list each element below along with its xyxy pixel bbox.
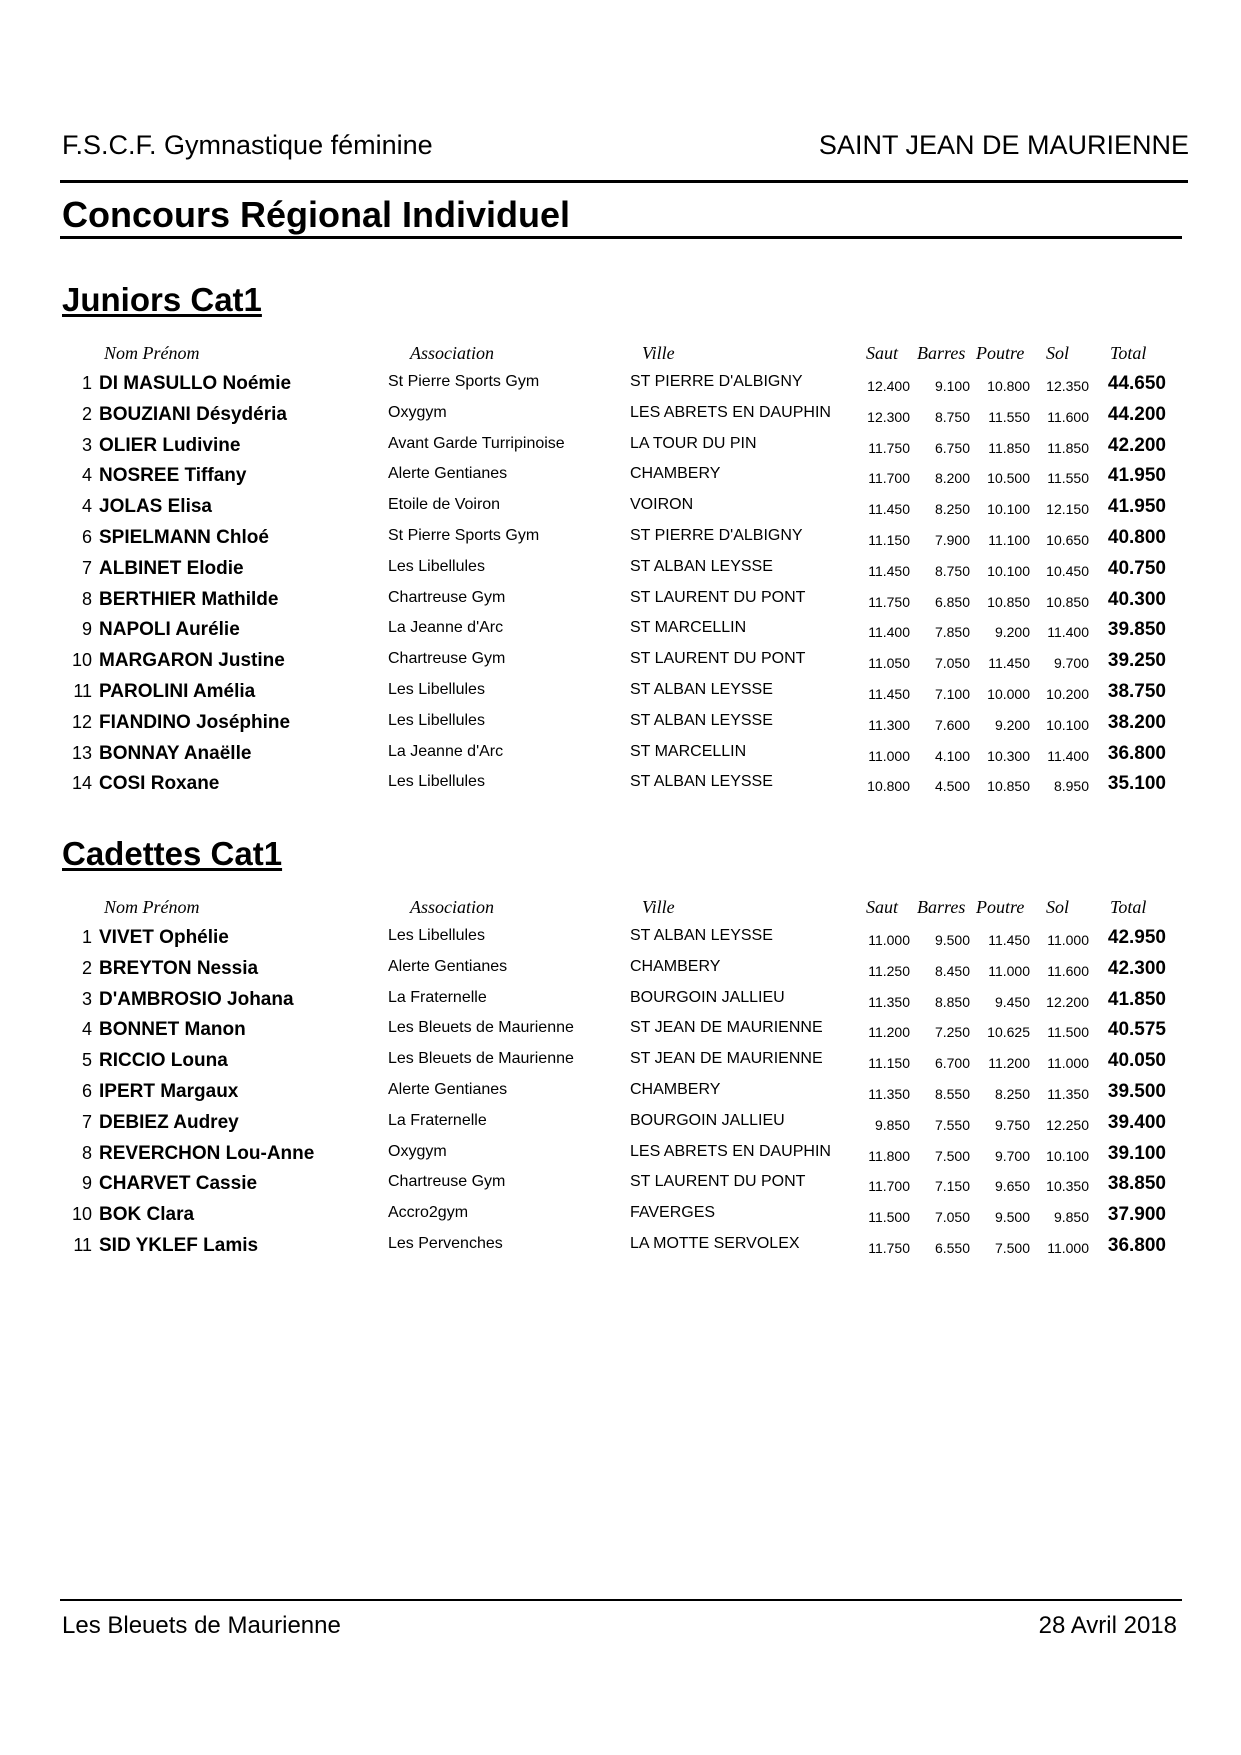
cell-association: La Jeanne d'Arc [388, 619, 504, 637]
cell-association: St Pierre Sports Gym [388, 527, 540, 544]
cell-association: Etoile de Voiron [388, 496, 501, 514]
cell-poutre: 10.100 [987, 562, 1030, 579]
cell-rank: 10 [71, 650, 92, 671]
cell-barres: 8.550 [934, 1086, 970, 1102]
cell-poutre: 10.500 [987, 470, 1030, 487]
cell-name: COSI Roxane [99, 773, 220, 795]
header-divider [60, 180, 1188, 183]
cell-association: Chartreuse Gym [388, 588, 506, 606]
cell-name: SPIELMANN Chloé [99, 527, 269, 548]
table-row [0, 1081, 1241, 1112]
results-section [0, 835, 1241, 1292]
cell-saut: 11.700 [868, 1178, 910, 1195]
cell-barres: 8.750 [934, 408, 970, 425]
column-header-association: Association [410, 343, 494, 363]
cell-ville: BOURGOIN JALLIEU [630, 1111, 785, 1129]
cell-barres: 7.550 [934, 1116, 970, 1133]
cell-poutre: 11.000 [988, 962, 1030, 979]
cell-rank: 10 [71, 1204, 92, 1225]
cell-poutre: 10.850 [987, 593, 1030, 610]
cell-ville: ST ALBAN LEYSSE [630, 773, 773, 791]
cell-sol: 10.200 [1046, 686, 1089, 702]
cell-total: 40.750 [1107, 557, 1166, 579]
cell-barres: 6.550 [934, 1240, 970, 1256]
cell-ville: ST LAURENT DU PONT [630, 588, 806, 606]
column-header-ville: Ville [642, 897, 675, 917]
cell-ville: CHAMBERY [630, 957, 721, 975]
cell-sol: 10.450 [1046, 562, 1089, 579]
column-header-poutre: Poutre [976, 343, 1025, 363]
cell-rank: 4 [81, 1019, 92, 1040]
cell-sol: 12.350 [1046, 378, 1089, 394]
cell-saut: 11.250 [868, 962, 910, 979]
footer-divider [60, 1599, 1182, 1601]
cell-name: PAROLINI Amélia [99, 681, 256, 702]
column-header-association: Association [410, 897, 494, 917]
cell-saut: 10.800 [867, 778, 910, 795]
table-row [0, 1112, 1241, 1143]
table-row [0, 1235, 1241, 1266]
cell-saut: 11.400 [868, 624, 910, 641]
cell-barres: 7.600 [934, 716, 970, 733]
cell-saut: 11.300 [868, 716, 910, 733]
column-header-saut: Saut [866, 343, 899, 363]
cell-name: FIANDINO Joséphine [99, 711, 291, 733]
table-row [0, 558, 1241, 589]
cell-barres: 7.250 [934, 1024, 970, 1041]
cell-name: NAPOLI Aurélie [99, 619, 240, 641]
cell-total: 42.950 [1107, 927, 1166, 948]
cell-ville: ST JEAN DE MAURIENNE [630, 1050, 823, 1068]
cell-association: Les Bleuets de Maurienne [388, 1019, 574, 1037]
column-header-poutre: Poutre [976, 897, 1025, 917]
cell-poutre: 7.500 [994, 1240, 1030, 1256]
cell-name: RICCIO Louna [99, 1050, 228, 1072]
cell-ville: ST PIERRE D'ALBIGNY [630, 527, 803, 544]
cell-sol: 11.600 [1047, 962, 1089, 979]
cell-name: DEBIEZ Audrey [99, 1111, 239, 1133]
cell-ville: LA TOUR DU PIN [630, 434, 757, 452]
cell-rank: 6 [81, 527, 92, 547]
cell-total: 40.300 [1107, 588, 1166, 610]
cell-poutre: 11.450 [988, 932, 1030, 948]
cell-rank: 8 [81, 588, 92, 609]
cell-rank: 1 [81, 927, 92, 947]
cell-association: Les Libellules [388, 711, 485, 729]
table-row [0, 1204, 1241, 1235]
table-row [0, 373, 1241, 404]
cell-poutre: 11.450 [988, 655, 1030, 672]
table-row [0, 773, 1241, 804]
cell-rank: 1 [81, 373, 92, 393]
table-row [0, 496, 1241, 527]
cell-total: 38.200 [1107, 711, 1166, 733]
cell-name: REVERCHON Lou-Anne [99, 1142, 315, 1164]
cell-rank: 7 [81, 557, 92, 578]
cell-sol: 10.850 [1046, 593, 1089, 610]
table-row [0, 1173, 1241, 1204]
table-row [0, 589, 1241, 620]
cell-rank: 11 [73, 1235, 92, 1255]
cell-sol: 11.350 [1047, 1086, 1089, 1102]
cell-saut: 11.000 [868, 932, 910, 948]
cell-saut: 9.850 [874, 1116, 910, 1133]
column-header-sol: Sol [1046, 343, 1070, 363]
table-row [0, 681, 1241, 712]
cell-poutre: 10.000 [987, 686, 1030, 702]
cell-rank: 2 [81, 957, 92, 978]
cell-association: Les Libellules [388, 557, 485, 575]
cell-name: D'AMBROSIO Johana [99, 988, 294, 1010]
table-row [0, 1050, 1241, 1081]
cell-poutre: 9.700 [994, 1147, 1030, 1164]
cell-poutre: 11.550 [988, 408, 1030, 425]
cell-poutre: 9.500 [994, 1209, 1030, 1226]
cell-rank: 9 [81, 1173, 92, 1194]
cell-sol: 11.400 [1047, 747, 1089, 764]
cell-association: Chartreuse Gym [388, 650, 506, 668]
cell-barres: 8.750 [934, 562, 970, 579]
cell-rank: 4 [81, 496, 92, 517]
cell-name: JOLAS Elisa [99, 496, 212, 518]
cell-rank: 13 [71, 742, 92, 763]
section-title: Juniors Cat1 [62, 281, 262, 318]
cell-poutre: 10.800 [987, 378, 1030, 394]
cell-poutre: 10.625 [987, 1024, 1030, 1041]
cell-rank: 7 [81, 1111, 92, 1132]
table-row [0, 1019, 1241, 1050]
cell-ville: LES ABRETS EN DAUPHIN [630, 403, 831, 421]
cell-saut: 11.450 [868, 501, 910, 518]
cell-ville: ST ALBAN LEYSSE [630, 681, 773, 698]
cell-association: St Pierre Sports Gym [388, 373, 540, 390]
cell-sol: 10.100 [1046, 716, 1089, 733]
cell-total: 38.750 [1107, 681, 1166, 702]
table-row [0, 465, 1241, 496]
cell-saut: 11.500 [868, 1209, 910, 1226]
title-divider [60, 236, 1182, 239]
cell-barres: 9.500 [934, 932, 970, 948]
cell-name: BERTHIER Mathilde [99, 588, 279, 610]
cell-rank: 3 [81, 434, 92, 455]
cell-poutre: 8.250 [994, 1086, 1030, 1102]
cell-total: 36.800 [1107, 742, 1166, 764]
cell-sol: 11.600 [1047, 408, 1089, 425]
cell-name: CHARVET Cassie [99, 1173, 258, 1195]
cell-total: 39.100 [1107, 1142, 1166, 1164]
cell-saut: 11.450 [868, 686, 910, 702]
column-header-barres: Barres [917, 897, 966, 917]
cell-saut: 11.350 [868, 993, 910, 1010]
table-row [0, 619, 1241, 650]
cell-saut: 11.800 [868, 1147, 910, 1164]
cell-barres: 4.100 [934, 747, 970, 764]
cell-sol: 11.000 [1047, 1240, 1089, 1256]
cell-barres: 7.500 [934, 1147, 970, 1164]
table-row [0, 435, 1241, 466]
cell-name: NOSREE Tiffany [99, 465, 247, 487]
cell-association: Les Libellules [388, 927, 485, 944]
cell-poutre: 10.100 [987, 501, 1030, 518]
cell-barres: 7.050 [934, 1209, 970, 1226]
cell-total: 39.850 [1107, 619, 1166, 641]
cell-ville: ST LAURENT DU PONT [630, 650, 806, 668]
cell-ville: ST ALBAN LEYSSE [630, 927, 773, 944]
column-header-ville: Ville [642, 343, 675, 363]
document-title: Concours Régional Individuel [62, 194, 571, 235]
cell-rank: 9 [81, 619, 92, 640]
cell-saut: 11.750 [868, 1240, 910, 1256]
results-section [0, 281, 1241, 830]
cell-ville: FAVERGES [630, 1204, 716, 1222]
table-row [0, 989, 1241, 1020]
cell-rank: 4 [81, 465, 92, 486]
cell-total: 41.950 [1107, 465, 1166, 487]
cell-rank: 12 [71, 711, 92, 732]
cell-saut: 11.200 [868, 1024, 910, 1041]
cell-poutre: 9.650 [994, 1178, 1030, 1195]
cell-sol: 11.500 [1047, 1024, 1089, 1041]
cell-barres: 7.150 [934, 1178, 970, 1195]
table-row [0, 743, 1241, 774]
cell-barres: 8.850 [934, 993, 970, 1010]
cell-sol: 10.350 [1046, 1178, 1089, 1195]
table-row [0, 1143, 1241, 1174]
cell-association: Les Libellules [388, 681, 485, 698]
cell-total: 42.200 [1107, 434, 1166, 456]
section-title: Cadettes Cat1 [62, 835, 283, 872]
cell-barres: 8.450 [934, 962, 970, 979]
cell-rank: 8 [81, 1142, 92, 1163]
cell-association: Chartreuse Gym [388, 1173, 506, 1191]
cell-ville: BOURGOIN JALLIEU [630, 988, 785, 1006]
cell-saut: 12.400 [867, 378, 910, 394]
cell-saut: 11.150 [868, 1055, 910, 1072]
table-row [0, 958, 1241, 989]
cell-name: BOUZIANI Désydéria [99, 403, 287, 425]
cell-association: Les Bleuets de Maurienne [388, 1050, 574, 1068]
cell-poutre: 11.850 [988, 439, 1030, 456]
cell-rank: 14 [71, 773, 92, 794]
cell-poutre: 9.200 [994, 624, 1030, 641]
cell-name: BONNET Manon [99, 1019, 246, 1041]
cell-total: 39.400 [1107, 1111, 1166, 1133]
cell-sol: 9.850 [1053, 1209, 1089, 1226]
table-row [0, 927, 1241, 958]
cell-name: BONNAY Anaëlle [99, 742, 252, 764]
cell-saut: 11.750 [868, 593, 910, 610]
cell-poutre: 9.200 [994, 716, 1030, 733]
cell-total: 40.050 [1107, 1050, 1166, 1072]
cell-ville: CHAMBERY [630, 465, 721, 483]
cell-sol: 10.100 [1046, 1147, 1089, 1164]
table-row [0, 527, 1241, 558]
cell-name: ALBINET Elodie [99, 557, 244, 579]
cell-total: 44.200 [1107, 403, 1166, 425]
cell-name: SID YKLEF Lamis [99, 1235, 259, 1256]
cell-saut: 11.050 [868, 655, 910, 672]
cell-total: 39.500 [1107, 1081, 1166, 1102]
cell-barres: 6.850 [934, 593, 970, 610]
cell-total: 37.900 [1107, 1204, 1166, 1226]
cell-ville: ST LAURENT DU PONT [630, 1173, 806, 1191]
cell-association: Alerte Gentianes [388, 1081, 508, 1098]
cell-association: La Fraternelle [388, 988, 487, 1006]
table-row [0, 712, 1241, 743]
cell-total: 35.100 [1107, 773, 1166, 795]
footer-organizer: Les Bleuets de Maurienne [62, 1612, 341, 1639]
cell-rank: 6 [81, 1081, 92, 1101]
cell-name: IPERT Margaux [99, 1081, 239, 1102]
cell-poutre: 9.750 [994, 1116, 1030, 1133]
cell-barres: 4.500 [934, 778, 970, 795]
cell-barres: 9.100 [934, 378, 970, 394]
cell-association: Les Libellules [388, 773, 485, 791]
cell-sol: 8.950 [1053, 778, 1089, 795]
column-header-saut: Saut [866, 897, 899, 917]
cell-ville: ST ALBAN LEYSSE [630, 711, 773, 729]
cell-sol: 11.400 [1047, 624, 1089, 641]
cell-saut: 11.750 [868, 439, 910, 456]
cell-ville: LES ABRETS EN DAUPHIN [630, 1142, 831, 1160]
cell-sol: 12.200 [1046, 993, 1089, 1010]
cell-association: Oxygym [388, 1142, 447, 1160]
cell-ville: VOIRON [630, 496, 694, 514]
cell-association: La Jeanne d'Arc [388, 742, 504, 760]
federation-label: F.S.C.F. Gymnastique féminine [62, 130, 433, 160]
cell-total: 42.300 [1107, 957, 1166, 979]
column-header-total: Total [1110, 897, 1147, 917]
cell-association: Alerte Gentianes [388, 957, 508, 975]
cell-total: 41.950 [1107, 496, 1166, 518]
cell-ville: ST JEAN DE MAURIENNE [630, 1019, 823, 1037]
cell-name: DI MASULLO Noémie [99, 373, 292, 394]
cell-poutre: 11.100 [988, 532, 1030, 548]
cell-saut: 11.150 [868, 532, 910, 548]
cell-saut: 11.000 [868, 747, 910, 764]
cell-saut: 11.450 [868, 562, 910, 579]
cell-sol: 11.850 [1047, 439, 1089, 456]
cell-total: 44.650 [1107, 373, 1166, 394]
cell-sol: 11.000 [1047, 1055, 1089, 1072]
cell-sol: 10.650 [1046, 532, 1089, 548]
cell-name: BREYTON Nessia [99, 957, 259, 979]
cell-poutre: 9.450 [994, 993, 1030, 1010]
table-row [0, 404, 1241, 435]
cell-barres: 6.700 [934, 1055, 970, 1072]
cell-ville: ST MARCELLIN [630, 742, 747, 760]
cell-barres: 8.200 [934, 470, 970, 487]
cell-association: Oxygym [388, 403, 447, 421]
cell-name: OLIER Ludivine [99, 434, 241, 456]
cell-ville: CHAMBERY [630, 1081, 721, 1098]
cell-total: 38.850 [1107, 1173, 1166, 1195]
footer-date: 28 Avril 2018 [1038, 1612, 1177, 1639]
cell-poutre: 10.850 [987, 778, 1030, 795]
column-header-sol: Sol [1046, 897, 1070, 917]
cell-total: 40.575 [1107, 1019, 1166, 1041]
cell-association: Alerte Gentianes [388, 465, 508, 483]
cell-ville: ST ALBAN LEYSSE [630, 557, 773, 575]
column-header-total: Total [1110, 343, 1147, 363]
cell-total: 39.250 [1107, 650, 1166, 672]
column-header-barres: Barres [917, 343, 966, 363]
cell-association: La Fraternelle [388, 1111, 487, 1129]
cell-rank: 5 [81, 1050, 92, 1071]
table-row [0, 650, 1241, 681]
cell-sol: 9.700 [1053, 655, 1089, 672]
cell-saut: 12.300 [867, 408, 910, 425]
cell-total: 41.850 [1107, 988, 1166, 1010]
cell-poutre: 10.300 [987, 747, 1030, 764]
cell-name: VIVET Ophélie [99, 927, 229, 948]
cell-ville: ST MARCELLIN [630, 619, 747, 637]
cell-rank: 11 [73, 681, 92, 701]
cell-sol: 12.150 [1046, 501, 1089, 518]
cell-saut: 11.350 [868, 1086, 910, 1102]
cell-total: 36.800 [1107, 1235, 1166, 1256]
cell-ville: LA MOTTE SERVOLEX [630, 1235, 800, 1252]
cell-total: 40.800 [1107, 527, 1166, 548]
cell-rank: 2 [81, 403, 92, 424]
event-location: SAINT JEAN DE MAURIENNE [818, 130, 1189, 160]
cell-barres: 7.900 [934, 532, 970, 548]
cell-poutre: 11.200 [988, 1055, 1030, 1072]
cell-barres: 7.050 [934, 655, 970, 672]
cell-association: Avant Garde Turripinoise [388, 434, 565, 452]
cell-barres: 7.100 [934, 686, 970, 702]
cell-name: MARGARON Justine [99, 650, 285, 672]
cell-barres: 7.850 [934, 624, 970, 641]
cell-association: Accro2gym [388, 1204, 469, 1222]
cell-rank: 3 [81, 988, 92, 1009]
cell-barres: 6.750 [934, 439, 970, 456]
column-header-nom: Nom Prénom [104, 343, 200, 363]
cell-association: Les Pervenches [388, 1235, 503, 1252]
cell-sol: 12.250 [1046, 1116, 1089, 1133]
cell-saut: 11.700 [868, 470, 910, 487]
cell-sol: 11.550 [1047, 470, 1089, 487]
cell-ville: ST PIERRE D'ALBIGNY [630, 373, 803, 390]
cell-name: BOK Clara [99, 1204, 195, 1226]
cell-barres: 8.250 [934, 501, 970, 518]
column-header-nom: Nom Prénom [104, 897, 200, 917]
cell-sol: 11.000 [1047, 932, 1089, 948]
